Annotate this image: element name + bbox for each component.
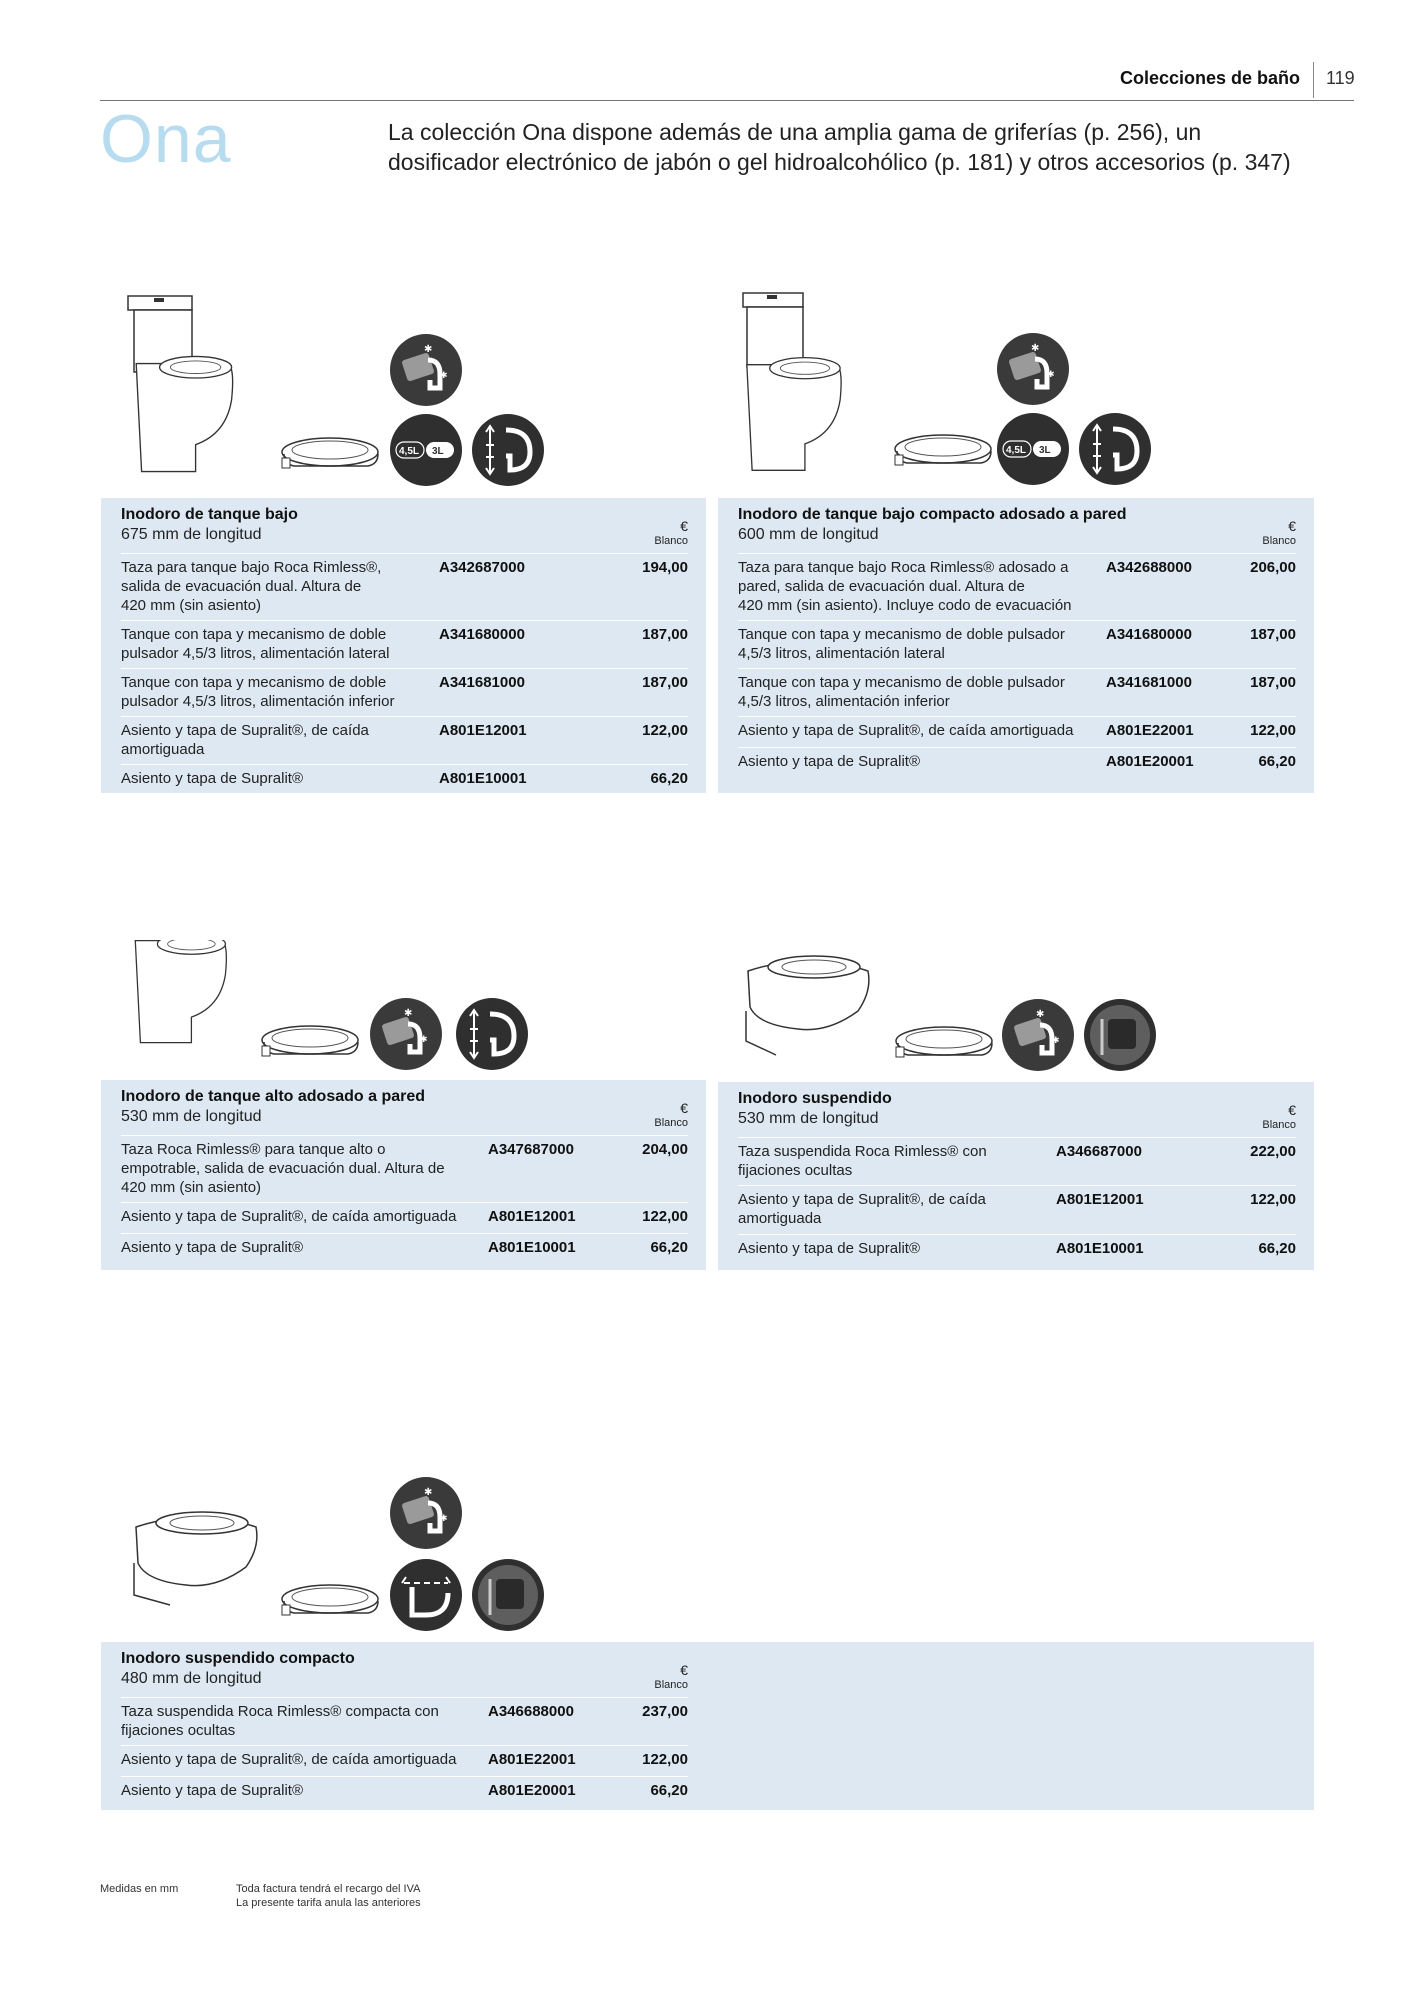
row-description: Asiento y tapa de Supralit® bbox=[121, 1239, 303, 1256]
product-length: 480 mm de longitud bbox=[121, 1670, 262, 1687]
row-description: Asiento y tapa de Supralit® bbox=[121, 770, 303, 787]
product-illustration-4 bbox=[740, 945, 1160, 1075]
table-row bbox=[121, 764, 688, 793]
seat-drawing bbox=[895, 435, 991, 465]
row-description: Tanque con tapa y mecanismo de doble pulsador 4,5/3 litros, alimentación inferior bbox=[121, 674, 395, 710]
product-title: Inodoro suspendido bbox=[738, 1090, 892, 1107]
product-length: 675 mm de longitud bbox=[121, 526, 262, 543]
comfort-height-icon bbox=[472, 414, 544, 486]
seat-drawing bbox=[896, 1027, 992, 1057]
row-code: A346688000 bbox=[488, 1703, 574, 1720]
product-table-5 bbox=[101, 1642, 1314, 1810]
currency-label: € bbox=[680, 1100, 688, 1116]
seat-drawing bbox=[262, 1026, 358, 1056]
currency-label: € bbox=[680, 518, 688, 534]
product-title: Inodoro suspendido compacto bbox=[121, 1650, 355, 1667]
table-row bbox=[738, 553, 1296, 620]
table-row bbox=[121, 716, 688, 764]
footer-vat-note: Toda factura tendrá el recargo del IVA bbox=[236, 1883, 421, 1895]
product-length: 530 mm de longitud bbox=[738, 1110, 879, 1127]
row-price: 194,00 bbox=[642, 559, 688, 576]
row-description: Tanque con tapa y mecanismo de doble pulsador 4,5/3 litros, alimentación inferior bbox=[738, 674, 1065, 710]
row-code: A801E12001 bbox=[1056, 1191, 1144, 1208]
row-price: 187,00 bbox=[642, 674, 688, 691]
svg-text:3L: 3L bbox=[432, 446, 444, 457]
row-price: 66,20 bbox=[650, 1782, 688, 1799]
table-row bbox=[738, 1185, 1296, 1234]
product-illustration-1 bbox=[120, 280, 560, 500]
row-description: Taza Roca Rimless® para tanque alto o empotrable, salida de evacuación dual. Altura de 420 mm (sin asiento) bbox=[121, 1141, 445, 1196]
row-code: A801E22001 bbox=[488, 1751, 576, 1768]
wall-hung-toilet-drawing bbox=[746, 956, 869, 1055]
rimless-icon bbox=[1002, 999, 1074, 1071]
row-code: A801E20001 bbox=[1106, 753, 1194, 770]
product-table-2 bbox=[718, 498, 1314, 793]
row-code: A801E12001 bbox=[439, 722, 527, 739]
product-table-3 bbox=[101, 1080, 706, 1270]
rimless-icon bbox=[390, 334, 462, 406]
section-title: Colecciones de baño bbox=[1119, 68, 1300, 88]
row-description: Taza para tanque bajo Roca Rimless® adosado a pared, salida de evacuación dual. Altura de 420 mm (sin asiento). Incluye codo de evacuación bbox=[738, 559, 1072, 614]
row-description: Taza suspendida Roca Rimless® con fijaciones ocultas bbox=[738, 1143, 987, 1179]
compact-wall-hung-toilet-drawing bbox=[134, 1512, 257, 1605]
footer-measures: Medidas en mm bbox=[100, 1883, 179, 1895]
row-code: A341680000 bbox=[439, 626, 525, 643]
row-price: 122,00 bbox=[642, 1751, 688, 1768]
row-code: A346687000 bbox=[1056, 1143, 1142, 1160]
product-title: Inodoro de tanque bajo bbox=[121, 506, 298, 523]
comfort-height-icon bbox=[1079, 413, 1151, 485]
header-divider bbox=[1313, 62, 1314, 98]
seat-drawing bbox=[282, 438, 378, 468]
row-price: 222,00 bbox=[1250, 1143, 1296, 1160]
row-description: Asiento y tapa de Supralit®, de caída amortiguada bbox=[121, 1751, 457, 1768]
dual-flush-icon bbox=[997, 413, 1069, 485]
row-code: A801E20001 bbox=[488, 1782, 576, 1799]
row-code: A347687000 bbox=[488, 1141, 574, 1158]
table-row bbox=[738, 747, 1296, 776]
footer-notes bbox=[236, 1882, 421, 1910]
table-row bbox=[738, 620, 1296, 668]
seat-drawing bbox=[282, 1585, 378, 1615]
product-length: 600 mm de longitud bbox=[738, 526, 879, 543]
row-code: A801E22001 bbox=[1106, 722, 1194, 739]
product-illustration-2 bbox=[735, 285, 1175, 495]
row-price: 122,00 bbox=[1250, 722, 1296, 739]
row-description: Tanque con tapa y mecanismo de doble pulsador 4,5/3 litros, alimentación lateral bbox=[121, 626, 390, 662]
row-price: 122,00 bbox=[1250, 1191, 1296, 1208]
table-row bbox=[738, 668, 1296, 716]
hidden-fixings-icon bbox=[1084, 999, 1156, 1071]
cistern-toilet-drawing bbox=[128, 296, 233, 472]
rimless-icon bbox=[390, 1477, 462, 1549]
back-to-wall-toilet-drawing bbox=[135, 940, 226, 1043]
table-row bbox=[738, 716, 1296, 747]
row-code: A801E10001 bbox=[439, 770, 527, 787]
svg-text:3L: 3L bbox=[1039, 445, 1051, 456]
row-code: A341681000 bbox=[439, 674, 525, 691]
row-code: A342688000 bbox=[1106, 559, 1192, 576]
rimless-icon bbox=[997, 333, 1069, 405]
rimless-icon bbox=[370, 998, 442, 1070]
row-description: Asiento y tapa de Supralit®, de caída amortiguada bbox=[121, 1208, 457, 1225]
row-description: Tanque con tapa y mecanismo de doble pulsador 4,5/3 litros, alimentación lateral bbox=[738, 626, 1065, 662]
currency-label: € bbox=[1288, 518, 1296, 534]
row-code: A341680000 bbox=[1106, 626, 1192, 643]
row-description: Asiento y tapa de Supralit® bbox=[121, 1782, 303, 1799]
collection-intro: La colección Ona dispone además de una amplia gama de griferías (p. 256), un dosificador electrónico de jabón o gel hidroalcohólico (p. 181) y otros accesorios (p. 347) bbox=[388, 119, 1291, 175]
wall-space-icon bbox=[390, 1559, 462, 1631]
page-number: 119 bbox=[1326, 68, 1355, 88]
row-price: 187,00 bbox=[1250, 674, 1296, 691]
row-price: 204,00 bbox=[642, 1141, 688, 1158]
row-code: A341681000 bbox=[1106, 674, 1192, 691]
row-price: 122,00 bbox=[642, 722, 688, 739]
color-column-label: Blanco bbox=[1262, 535, 1296, 547]
row-description: Taza suspendida Roca Rimless® compacta con fijaciones ocultas bbox=[121, 1703, 439, 1739]
header-rule bbox=[100, 100, 1354, 101]
table-row bbox=[121, 1697, 688, 1745]
table-row bbox=[121, 668, 688, 716]
row-price: 66,20 bbox=[650, 1239, 688, 1256]
collection-title: Ona bbox=[100, 101, 232, 177]
color-column-label: Blanco bbox=[654, 1679, 688, 1691]
footer-tariff-note: La presente tarifa anula las anteriores bbox=[236, 1897, 421, 1909]
compact-cistern-toilet-drawing bbox=[743, 293, 841, 470]
row-price: 206,00 bbox=[1250, 559, 1296, 576]
table-row bbox=[738, 1234, 1296, 1263]
product-illustration-5 bbox=[120, 1475, 560, 1635]
svg-text:4,5L: 4,5L bbox=[399, 446, 420, 457]
row-description: Asiento y tapa de Supralit® bbox=[738, 1240, 920, 1257]
table-row bbox=[121, 1202, 688, 1233]
row-description: Asiento y tapa de Supralit®, de caída amortiguada bbox=[738, 1191, 986, 1227]
hidden-fixings-icon bbox=[472, 1559, 544, 1631]
row-price: 237,00 bbox=[642, 1703, 688, 1720]
product-title: Inodoro de tanque alto adosado a pared bbox=[121, 1088, 426, 1105]
row-price: 66,20 bbox=[1258, 1240, 1296, 1257]
product-title: Inodoro de tanque bajo compacto adosado a pared bbox=[738, 506, 1127, 523]
color-column-label: Blanco bbox=[1262, 1119, 1296, 1131]
table-row bbox=[121, 620, 688, 668]
row-code: A801E10001 bbox=[1056, 1240, 1144, 1257]
color-column-label: Blanco bbox=[654, 1117, 688, 1129]
dual-flush-icon bbox=[390, 414, 462, 486]
currency-label: € bbox=[680, 1662, 688, 1678]
table-row bbox=[121, 1135, 688, 1202]
row-price: 66,20 bbox=[1258, 753, 1296, 770]
row-code: A801E12001 bbox=[488, 1208, 576, 1225]
row-code: A342687000 bbox=[439, 559, 525, 576]
row-price: 187,00 bbox=[642, 626, 688, 643]
currency-label: € bbox=[1288, 1102, 1296, 1118]
svg-text:4,5L: 4,5L bbox=[1006, 445, 1027, 456]
row-description: Asiento y tapa de Supralit® bbox=[738, 753, 920, 770]
product-illustration-3 bbox=[120, 940, 540, 1080]
table-row bbox=[121, 1776, 688, 1805]
table-row bbox=[121, 1233, 688, 1262]
product-table-4 bbox=[718, 1082, 1314, 1270]
product-length: 530 mm de longitud bbox=[121, 1108, 262, 1125]
comfort-height-icon bbox=[456, 998, 528, 1070]
row-description: Asiento y tapa de Supralit®, de caída amortiguada bbox=[121, 722, 369, 758]
table-row bbox=[121, 1745, 688, 1776]
row-price: 187,00 bbox=[1250, 626, 1296, 643]
row-description: Taza para tanque bajo Roca Rimless®, salida de evacuación dual. Altura de 420 mm (sin asiento) bbox=[121, 559, 382, 614]
table-row bbox=[738, 1137, 1296, 1185]
row-price: 122,00 bbox=[642, 1208, 688, 1225]
table-row bbox=[121, 553, 688, 620]
row-code: A801E10001 bbox=[488, 1239, 576, 1256]
product-table-1 bbox=[101, 498, 706, 793]
row-price: 66,20 bbox=[650, 770, 688, 787]
color-column-label: Blanco bbox=[654, 535, 688, 547]
row-description: Asiento y tapa de Supralit®, de caída amortiguada bbox=[738, 722, 1074, 739]
